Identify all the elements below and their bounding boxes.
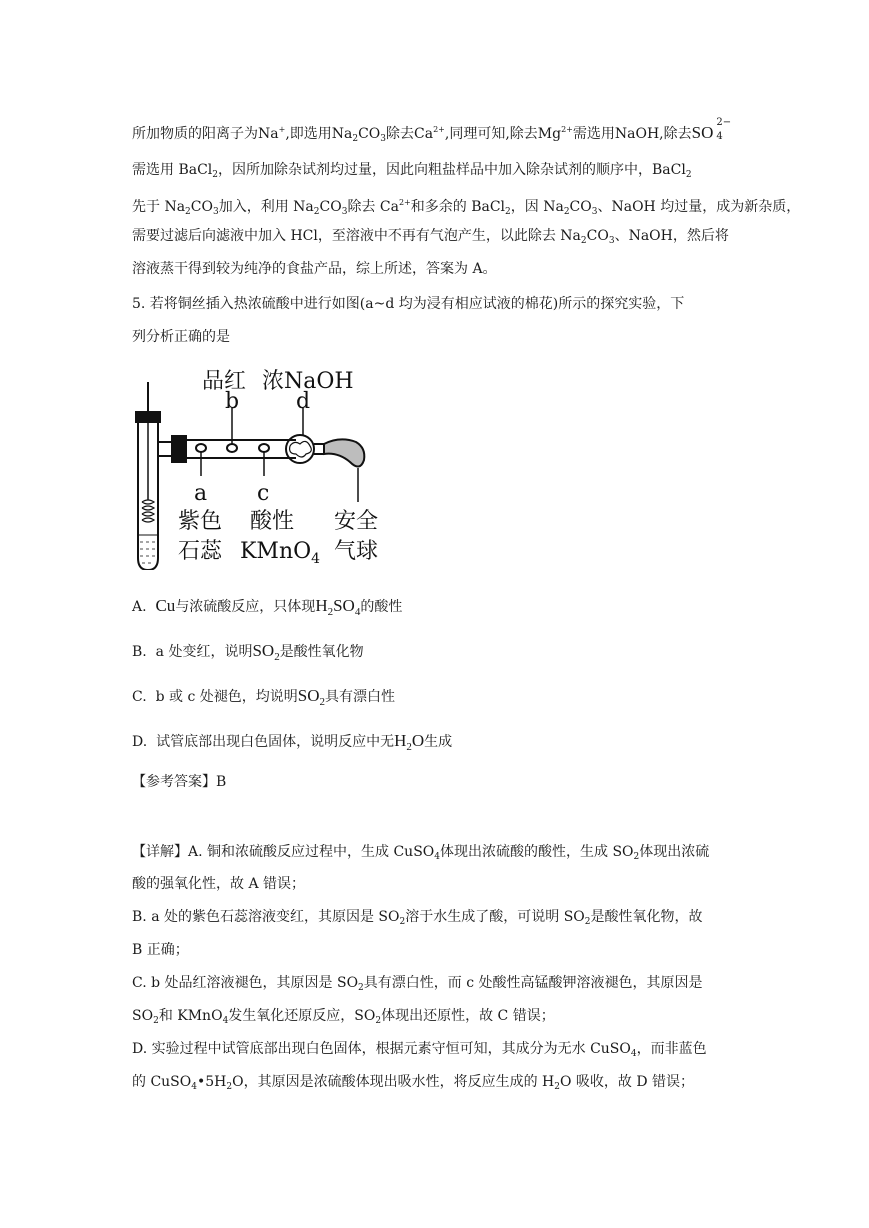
detail-line-2: 酸的强氧化性，故 A 错误；: [132, 876, 306, 892]
rubber-stopper: [172, 436, 186, 462]
detail-line-1: [132, 842, 709, 867]
text: 加入，利用 Na: [218, 199, 314, 215]
subscript: 2: [375, 1016, 382, 1026]
option-label: D.: [132, 734, 148, 750]
label-pinhong: 品红: [202, 369, 247, 394]
formula: H: [394, 731, 407, 750]
text: 试管底部出现白色固体，说明反应中无: [156, 734, 395, 750]
text: 、NaOH，然后将: [614, 228, 729, 244]
label-kmno: KMnO: [240, 539, 312, 564]
subscript: 2: [319, 696, 325, 708]
para-line-4: [132, 226, 729, 251]
reference-answer: 【参考答案】B: [132, 774, 227, 790]
liquid-fill: [140, 542, 156, 563]
subscript: 2: [584, 917, 591, 927]
subscript: 4: [630, 1049, 637, 1059]
text: CO: [190, 199, 213, 215]
cotton-b: [227, 444, 237, 452]
text: 和多余的 BaCl: [410, 199, 506, 215]
text: O 吸收，故 D 错误；: [559, 1074, 695, 1090]
text: 【详解】A. 铜和浓硫酸反应过程中，生成 CuSO: [132, 844, 435, 860]
para-line-3: [132, 193, 800, 222]
subscript: 2: [274, 651, 280, 663]
text: B. a 处的紫色石蕊溶液变红，其原因是 SO: [132, 909, 400, 925]
detail-line-4: B 正确；: [132, 942, 189, 958]
para-line-1: [132, 118, 735, 149]
label-b: b: [225, 389, 240, 414]
subscript: 2: [633, 852, 640, 862]
text: C. b 处品红溶液褪色，其原因是 SO: [132, 975, 359, 991]
safety-balloon: [324, 439, 364, 466]
text: O，其原因是浓硫酸体现出吸水性，将反应生成的 H: [232, 1074, 555, 1090]
subscript: 2: [185, 207, 191, 217]
subscript: 2: [685, 170, 692, 180]
label-a: a: [194, 481, 208, 506]
text: D. 实验过程中试管底部出现白色固体，根据元素守恒可知，其成分为无水 CuSO: [132, 1041, 631, 1057]
option-label: B.: [132, 644, 147, 660]
text: 所加物质的阳离子为Na: [132, 126, 279, 142]
detail-line-7: [132, 1039, 707, 1064]
text: SO: [132, 1008, 154, 1024]
text: ，而非蓝色: [636, 1041, 707, 1057]
option-b: [132, 641, 364, 667]
text: 需要过滤后向滤液中加入 HCl，至溶液中不再有气泡产生，以此除去 Na: [132, 228, 581, 244]
formula: Cu: [155, 596, 176, 615]
charge: 2−: [716, 117, 732, 128]
text: CO: [319, 199, 342, 215]
text: 的酸性: [360, 599, 403, 615]
label-anquan: 安全: [334, 509, 379, 534]
sulfate-formula: SO: [691, 123, 714, 142]
text: 除去 Ca: [347, 199, 399, 215]
text: CO: [358, 126, 381, 142]
text: 发生氧化还原反应，SO: [228, 1008, 376, 1024]
subscript: 2: [505, 207, 511, 217]
formula: SO: [297, 686, 320, 705]
subscript: 2: [153, 1016, 159, 1026]
cotton-a: [196, 444, 206, 452]
cotton-d-bulb: [286, 435, 314, 463]
cotton-d: [290, 441, 312, 457]
option-d: [132, 731, 452, 757]
text: 体现出还原性，故 C 错误；: [381, 1008, 555, 1024]
formula: SO: [333, 596, 355, 615]
detail-line-5: [132, 973, 703, 998]
text: 生成: [424, 734, 453, 750]
text: CO: [569, 199, 592, 215]
subscript: 4: [191, 1082, 197, 1092]
subscript: 2: [212, 170, 219, 180]
detail-line-8: [132, 1072, 694, 1097]
label-qiqiu: 气球: [334, 539, 379, 564]
subscript: 4: [222, 1016, 229, 1026]
formula: O: [411, 731, 425, 750]
subscript: 2: [554, 1082, 560, 1092]
text: 具有漂白性，而 c 处酸性高锰酸钾溶液褪色，其原因是: [363, 975, 703, 991]
superscript: 2+: [433, 125, 445, 134]
subscript: 2: [580, 236, 587, 246]
option-a: [132, 596, 402, 622]
option-c: [132, 686, 395, 712]
subscript: 2: [352, 134, 359, 144]
text: 具有漂白性: [324, 689, 395, 705]
subscript: 3: [608, 236, 615, 246]
text: 先于 Na: [132, 199, 186, 215]
subscript: 4: [434, 852, 440, 862]
subscript: 3: [341, 207, 348, 217]
subscript: 2: [406, 741, 412, 753]
subscript: 3: [212, 207, 219, 217]
cotton-c: [259, 444, 269, 452]
para-line-5: 溶液蒸干得到较为纯净的食盐产品，综上所述，答案为 A。: [132, 261, 497, 277]
superscript: +: [278, 125, 286, 134]
text: 需选用 BaCl: [132, 162, 213, 178]
text: CO: [586, 228, 609, 244]
label-d: d: [296, 389, 311, 414]
text: 是酸性氧化物: [279, 644, 364, 660]
text: ，因 Na: [510, 199, 564, 215]
option-label: C.: [132, 689, 147, 705]
copper-coil: [142, 500, 154, 522]
text: 除去Ca: [386, 126, 434, 142]
label-kmno4: [240, 539, 320, 567]
subscript: 2: [313, 207, 320, 217]
text: ，因所加除杂试剂均过量，因此向粗盐样品中加入除杂试剂的顺序中，BaCl: [218, 162, 686, 178]
subscript: 2: [327, 606, 334, 618]
text: ,同理可知,除去Mg: [444, 126, 562, 142]
text: 体现出浓硫: [639, 844, 710, 860]
subscript: 2: [563, 207, 570, 217]
text: 需选用NaOH,除去: [572, 126, 692, 142]
detail-line-6: [132, 1006, 555, 1031]
formula: SO: [252, 641, 275, 660]
label-shirui: 石蕊: [178, 539, 223, 564]
para-line-2: [132, 160, 692, 185]
subscript: 4: [716, 131, 723, 142]
subscript: 3: [380, 134, 387, 144]
superscript: 2+: [398, 198, 411, 207]
text: 溶于水生成了酸，可说明 SO: [405, 909, 585, 925]
text: 和 KMnO: [158, 1008, 223, 1024]
subscript: 2: [226, 1082, 233, 1092]
text: 是酸性氧化物，故: [590, 909, 703, 925]
text: b 或 c 处褪色，均说明: [155, 689, 298, 705]
detail-line-3: [132, 907, 703, 932]
formula: H: [315, 596, 328, 615]
test-tube-stopper: [136, 412, 160, 422]
text: ,即选用Na: [285, 126, 353, 142]
option-label: A.: [132, 599, 147, 615]
subscript: 3: [591, 207, 598, 217]
label-c: c: [257, 481, 270, 506]
superscript: 2+: [561, 125, 573, 134]
text: a 处变红，说明: [155, 644, 253, 660]
label-kmno4-subscript: 4: [311, 551, 321, 567]
text: 体现出浓硫酸的酸性，生成 SO: [440, 844, 634, 860]
text: 与浓硫酸反应，只体现: [175, 599, 316, 615]
question-line-1: 5. 若将铜丝插入热浓硫酸中进行如图(a~d 均为浸有相应试液的棉花)所示的探究实验，下: [132, 296, 685, 312]
text: 的 CuSO: [132, 1074, 192, 1090]
text: 、NaOH 均过量，成为新杂质，: [597, 199, 801, 215]
label-naoh: 浓NaOH: [262, 369, 354, 394]
apparatus-diagram: [128, 360, 398, 570]
subscript: 2: [399, 917, 406, 927]
question-line-2: 列分析正确的是: [132, 329, 230, 345]
sulfate-charge: [713, 117, 735, 142]
subscript: 4: [354, 606, 361, 618]
label-zise: 紫色: [178, 509, 223, 534]
subscript: 2: [358, 983, 364, 993]
text: •5H: [196, 1074, 227, 1090]
label-suanxing: 酸性: [250, 509, 295, 534]
